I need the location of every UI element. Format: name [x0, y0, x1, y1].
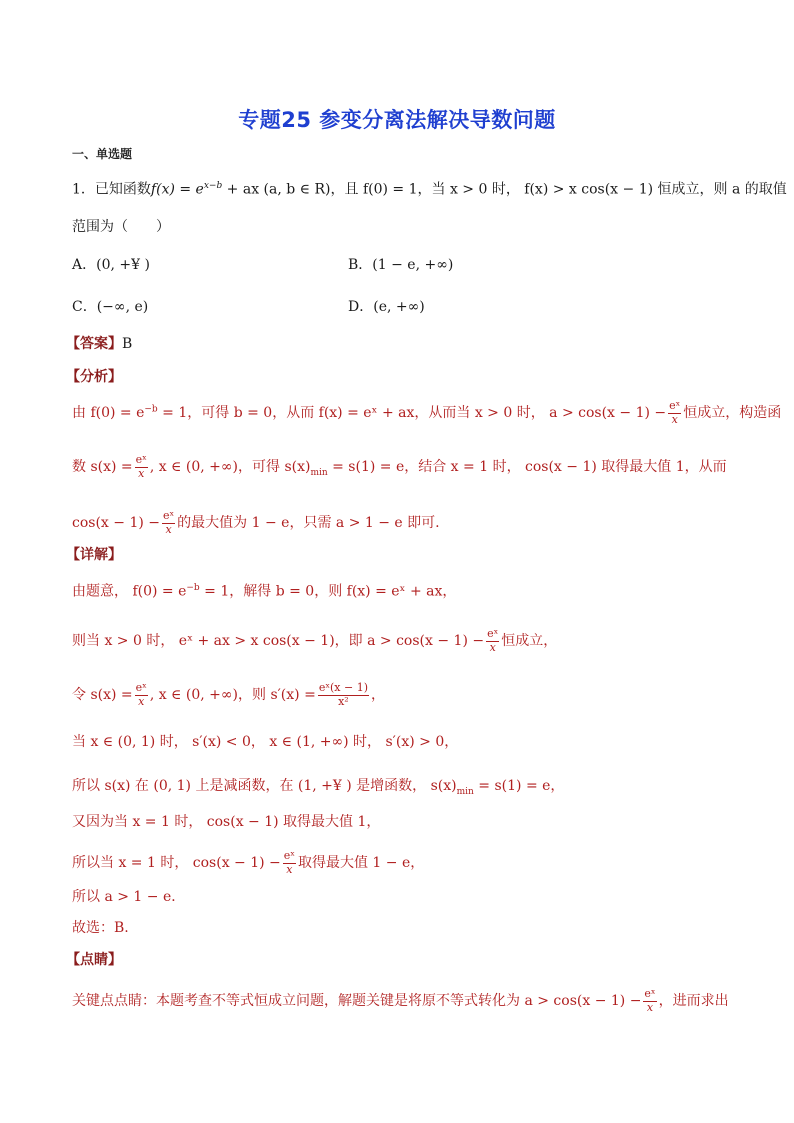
- analysis-line-2: 数 s(x) = $\frac{\text{eˣ}}{x}$ , x ∈ (0, +∞)，可得 $s(x)_{min} = s(1) = e$，结合 x = 1 时， cos(x − 1) 取得最大值 1，从而: [72, 453, 727, 480]
- fraction: $\frac{\text{eˣ}}{x}$: [163, 509, 175, 536]
- detail-line-7: 所以当 x = 1 时， cos(x − 1) − $\frac{\text{eˣ}}{x}$ 取得最大值 1 − e，: [72, 849, 425, 876]
- detail-line-8: 所以 a > 1 − e．: [72, 889, 186, 905]
- comment-label: 【点睛】: [66, 952, 122, 968]
- fraction: $\frac{\text{eˣ}}{x}$: [135, 453, 147, 480]
- section-heading: 一、单选题: [72, 147, 133, 161]
- fraction: $\frac{\text{eˣ}}{x}$: [669, 399, 681, 426]
- detail-line-4: 当 x ∈ (0, 1) 时， s′(x) < 0， x ∈ (1, +∞) 时， s′(x) > 0，: [72, 734, 459, 750]
- detail-line-1: 由题意， $f(0) = e^{-b} = 1$，解得 b = 0，则 f(x) = eˣ + ax，: [72, 583, 457, 600]
- page-title: 专题25 参变分离法解决导数问题: [238, 108, 556, 132]
- comment-line-1: 关键点点睛：本题考查不等式恒成立问题，解题关键是将原不等式转化为 a > cos(x − 1) − $\frac{\text{eˣ}}{x}$ ，进而求出: [72, 987, 729, 1014]
- option-c[interactable]: C．(−∞, e): [72, 299, 149, 315]
- option-a[interactable]: A．(0, +¥ ): [72, 257, 150, 273]
- analysis-line-1: 由 $f(0) = e^{-b} = 1$，可得 b = 0，从而 f(x) = eˣ + ax，从而当 x > 0 时， a > cos(x − 1) − $\frac{\text{eˣ}}{x}$ 恒成立，构造函: [72, 399, 782, 426]
- detail-line-3: 令 s(x) = $\frac{\text{eˣ}}{x}$ , x ∈ (0, +∞)，则 s′(x) = $\frac{\text{eˣ(x − 1)}}{\text{x²}}$ ，: [72, 681, 385, 708]
- analysis-label: 【分析】: [66, 369, 122, 385]
- option-d[interactable]: D．(e, +∞): [348, 299, 425, 315]
- answer: 【答案】B: [66, 336, 133, 352]
- fraction: $\frac{\text{eˣ}}{x}$: [644, 987, 656, 1014]
- detail-line-2: 则当 x > 0 时， eˣ + ax > x cos(x − 1)，即 a > cos(x − 1) − $\frac{\text{eˣ}}{x}$ 恒成立，: [72, 627, 558, 654]
- analysis-line-3: cos(x − 1) − $\frac{\text{eˣ}}{x}$ 的最大值为 1 − e，只需 a > 1 − e 即可.: [72, 509, 440, 536]
- question-line-2: 范围为（ ）: [72, 219, 170, 235]
- option-b[interactable]: B．(1 − e, +∞): [348, 257, 454, 273]
- detail-line-6: 又因为当 x = 1 时， cos(x − 1) 取得最大值 1，: [72, 814, 381, 830]
- detail-line-9: 故选：B.: [72, 920, 129, 936]
- fraction: $\frac{\text{eˣ}}{x}$: [135, 681, 147, 708]
- fraction: $\frac{\text{eˣ(x − 1)}}{\text{x²}}$: [318, 681, 368, 708]
- question-line-1: 1．已知函数$f(x) = e^{x-b}$ + ax (a, b ∈ R)，且 f(0) = 1，当 x > 0 时， f(x) > x cos(x − 1) 恒成立，则 a 的取值: [72, 181, 787, 198]
- detail-line-5: 所以 s(x) 在 (0, 1) 上是减函数，在 (1, +¥ ) 是增函数， $s(x)_{min} = s(1) = e$，: [72, 778, 565, 797]
- fraction: $\frac{\text{eˣ}}{x}$: [283, 849, 295, 876]
- detail-label: 【详解】: [66, 547, 122, 563]
- fraction: $\frac{\text{eˣ}}{x}$: [487, 627, 499, 654]
